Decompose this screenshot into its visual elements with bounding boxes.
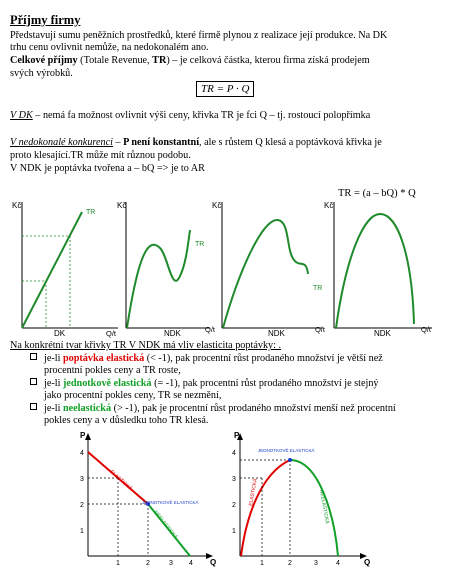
graph-4-label: NDK <box>374 329 391 338</box>
graph-2-xlabel: Q/t <box>205 325 216 334</box>
tr-inelastic-curve <box>290 460 338 556</box>
bullet-text: je-li <box>44 353 63 364</box>
ndk-rest: , ale s růstem Q klesá a poptávková křivka je <box>199 137 382 148</box>
bullet-inelastic-line-2: pokles ceny a v důsledku toho TR klesá. <box>44 415 209 426</box>
graph-4-ylabel: Kč <box>324 201 334 210</box>
graph-1-xlabel: Q/t <box>106 329 117 338</box>
bullet-marker <box>30 403 37 410</box>
graph-ndk-1 <box>117 201 216 338</box>
demand-ytick: 4 <box>80 450 84 457</box>
demand-graph <box>80 431 216 567</box>
graph-1-curve-label: TR <box>86 209 96 216</box>
graph-2-label: NDK <box>164 329 181 338</box>
tr-xtick: 1 <box>260 560 264 567</box>
bullet-marker <box>30 378 37 385</box>
tr-max-point <box>288 458 292 462</box>
tr-ytick: 2 <box>232 502 236 509</box>
dk-text: – nemá fa možnost ovlivnit výši ceny, křivka TR je fci Q – tj. rostoucí polopřímka <box>32 110 371 121</box>
graph-4-tr-curve <box>336 214 414 328</box>
bullet-highlight: jednotkově elastická <box>62 378 152 389</box>
bullet-marker <box>30 353 37 360</box>
tr-elastic-curve <box>241 460 290 556</box>
graph-1-ylabel: Kč <box>12 201 22 210</box>
ndk-term: V nedokonalé konkurenci <box>10 137 113 148</box>
ndk-dash: – <box>112 137 124 148</box>
bullet-inelastic <box>30 403 396 416</box>
demand-ytick: 1 <box>80 528 84 535</box>
intro-line-1: Představují sumu peněžních prostředků, které firmě plynou z realizace její produkce. Na DK <box>10 30 388 41</box>
bullet-text: (= -1), pak procentní růst prodaného množství je stejný <box>151 378 379 389</box>
tr-ytick: 4 <box>232 450 236 457</box>
demand-inelastic-label: NEELASTICKÁ <box>152 509 179 541</box>
demand-elastic-label: ELASTICKÁ <box>108 469 134 492</box>
ndk-bold: P není konstantní <box>123 137 200 148</box>
definition-term: Celkové příjmy <box>10 55 78 66</box>
demand-xtick: 2 <box>146 560 150 567</box>
ndk-line-2: proto klesající.TR může mít různou podobu. <box>10 150 191 161</box>
formula-box: TR = P · Q <box>196 81 254 97</box>
graph-dk <box>12 201 118 338</box>
dk-line <box>10 110 370 123</box>
tr-elasticity-graph <box>232 431 370 567</box>
graph-ndk-3 <box>324 201 432 338</box>
definition-text-2: ) – je celková částka, kterou firma získá prodejem <box>166 55 370 66</box>
demand-ytick: 3 <box>80 476 84 483</box>
bullet-elastic <box>30 353 383 366</box>
tr-xlabel: Q <box>364 558 371 567</box>
dk-term: V DK <box>10 110 33 121</box>
ndk-line-3: V NDK je poptávka tvořena a – bQ => je to AR <box>10 163 205 174</box>
definition-text: (Totale Revenue, <box>77 55 153 66</box>
demand-xtick: 4 <box>189 560 193 567</box>
graph-2-tr-curve <box>127 230 190 328</box>
graph-ndk-2 <box>212 201 326 338</box>
graph-1-tr-line <box>22 212 82 328</box>
definition-abbr: TR <box>152 55 167 66</box>
tr-ylabel: P <box>234 431 240 440</box>
bullet-unit-line-2: jako procentní pokles ceny, TR se nezmění, <box>44 390 222 401</box>
demand-y-arrow <box>85 433 91 440</box>
bullet-text: (> -1), pak je procentní růst prodaného množství menší než procentní <box>111 403 396 414</box>
tr-xtick: 3 <box>314 560 318 567</box>
tr-graphs <box>0 196 459 342</box>
graph-3-curve-label: TR <box>313 285 323 292</box>
graph-3-xlabel: Q/t <box>315 325 326 334</box>
bullet-highlight: poptávka elastická <box>62 353 145 364</box>
demand-xtick: 1 <box>116 560 120 567</box>
tr-ytick: 1 <box>232 528 236 535</box>
demand-ylabel: P <box>80 431 86 440</box>
bullet-highlight: neelastická <box>62 403 112 414</box>
bullet-text: je-li <box>44 378 63 389</box>
graph-1-label: DK <box>54 329 66 338</box>
demand-xtick: 3 <box>169 560 173 567</box>
bullet-unit <box>30 378 379 391</box>
graph-3-ylabel: Kč <box>212 201 222 210</box>
graph-2-ylabel: Kč <box>117 201 127 210</box>
tr-elastic-label: ELASTICKÁ <box>248 478 259 507</box>
demand-unit-label: JEDNOTKOVĚ ELASTICKÁ <box>142 500 199 505</box>
graph-3-tr-curve <box>223 220 308 328</box>
page-title: Příjmy firmy <box>10 13 81 27</box>
intro-line-2: trhu cenu ovlivnit nemůže, na nedokonalém ano. <box>10 42 209 53</box>
elasticity-graphs <box>0 428 459 567</box>
elasticity-heading: Na konkrétní tvar křivky TR V NDK má vliv elasticita poptávky: . <box>10 340 282 351</box>
definition-line-2: svých výrobků. <box>10 68 73 79</box>
tr-ytick: 3 <box>232 476 236 483</box>
tr-formula: TR = (a – bQ) * Q <box>338 188 416 199</box>
graph-3-label: NDK <box>268 329 285 338</box>
bullet-elastic-line-2: procentní pokles ceny a TR roste, <box>44 365 181 376</box>
tr-xtick: 2 <box>288 560 292 567</box>
demand-xlabel: Q <box>210 558 217 567</box>
graph-4-xlabel: Q/t <box>421 325 432 334</box>
graph-2-curve-label: TR <box>195 241 205 248</box>
bullet-text: je-li <box>44 403 63 414</box>
tr-inelastic-label: NEELASTICKÁ <box>318 489 330 525</box>
tr-unit-label: JEDNOTKOVĚ ELASTICKÁ <box>258 448 315 453</box>
definition-line-1 <box>10 55 370 68</box>
ndk-line-1 <box>10 137 382 150</box>
demand-ytick: 2 <box>80 502 84 509</box>
tr-xtick: 4 <box>336 560 340 567</box>
bullet-text: (< -1), pak procentní růst prodaného množství je větší než <box>144 353 383 364</box>
